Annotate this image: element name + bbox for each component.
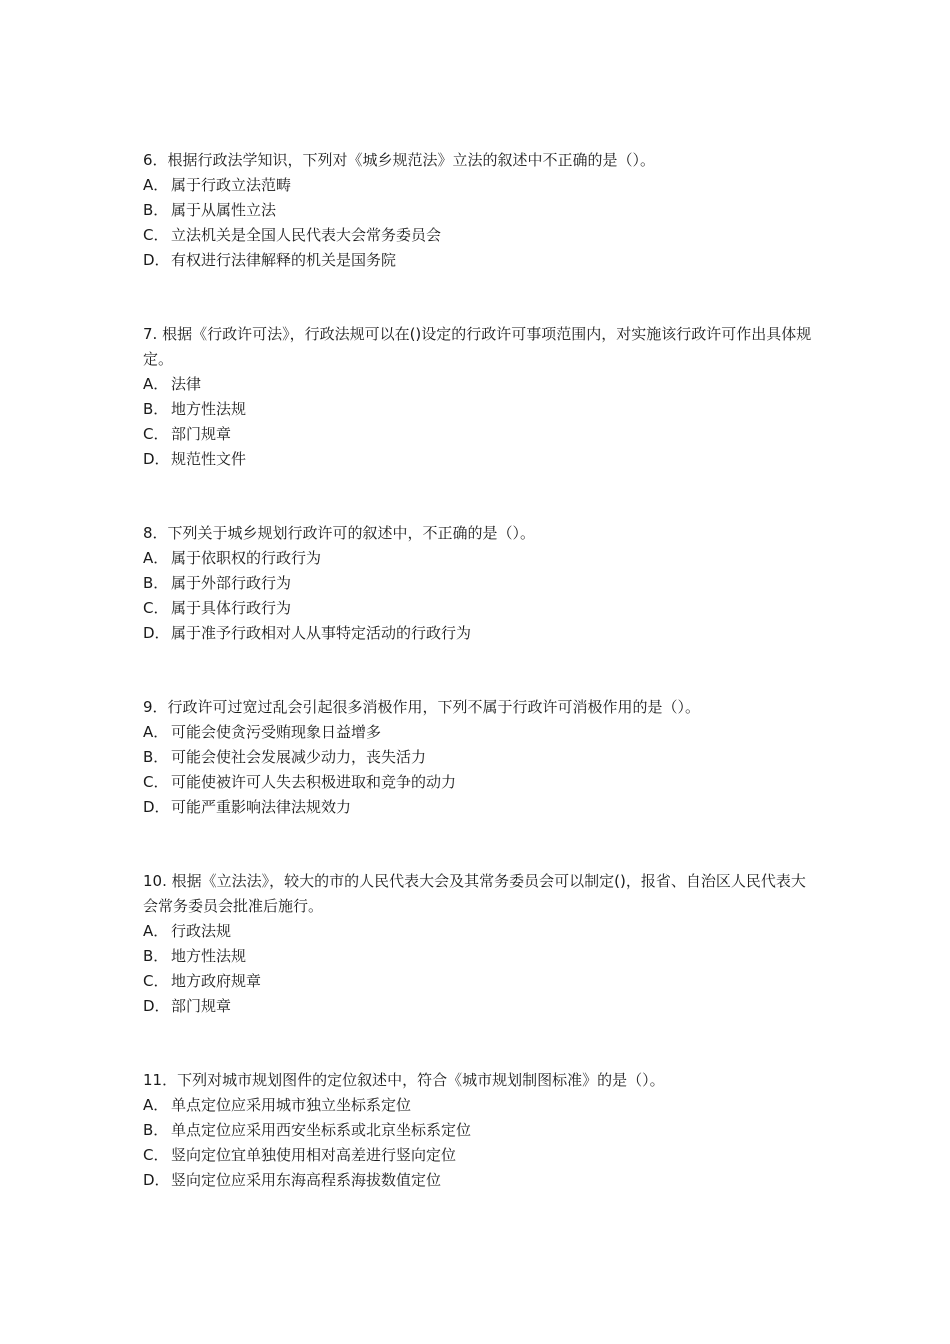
option-letter: D． (143, 450, 170, 468)
option-b (143, 745, 813, 770)
option-text: 竖向定位宜单独使用相对高差进行竖向定位 (171, 1146, 457, 1164)
option-a (143, 546, 813, 571)
option-letter: C． (143, 425, 169, 443)
option-text: 单点定位应采用城市独立坐标系定位 (171, 1096, 412, 1114)
option-text: 立法机关是全国人民代表大会常务委员会 (171, 226, 442, 244)
option-b (143, 397, 813, 422)
option-letter: C． (143, 599, 169, 617)
option-text: 竖向定位应采用东海高程系海拔数值定位 (171, 1171, 442, 1189)
option-text: 有权进行法律解释的机关是国务院 (171, 251, 397, 269)
option-letter: C． (143, 773, 169, 791)
question-stem: 9．行政许可过宽过乱会引起很多消极作用，下列不属于行政许可消极作用的是（）。 (143, 698, 701, 716)
option-d (143, 248, 813, 273)
option-d (143, 795, 813, 820)
option-letter: B． (143, 1121, 169, 1139)
option-text: 地方政府规章 (171, 972, 262, 990)
option-letter: B． (143, 574, 169, 592)
question-9 (143, 695, 813, 820)
option-text: 行政法规 (171, 922, 232, 940)
option-letter: B． (143, 201, 169, 219)
option-text: 规范性文件 (171, 450, 247, 468)
option-text: 属于行政立法范畴 (171, 176, 292, 194)
question-6 (143, 148, 813, 273)
option-c (143, 770, 813, 795)
question-7 (143, 322, 813, 472)
option-a (143, 720, 813, 745)
option-letter: D． (143, 251, 170, 269)
option-text: 地方性法规 (171, 400, 247, 418)
option-text: 可能使被许可人失去积极进取和竞争的动力 (171, 773, 457, 791)
option-letter: C． (143, 226, 169, 244)
option-text: 部门规章 (171, 997, 232, 1015)
option-letter: A． (143, 176, 169, 194)
option-d (143, 621, 813, 646)
option-letter: A． (143, 723, 169, 741)
option-c (143, 1143, 813, 1168)
question-stem: 11．下列对城市规划图件的定位叙述中，符合《城市规划制图标准》的是（）。 (143, 1071, 665, 1089)
option-b (143, 198, 813, 223)
option-c (143, 422, 813, 447)
question-stem: 7. 根据《行政许可法》，行政法规可以在()设定的行政许可事项范围内，对实施该行政许可作出具体规定。 (143, 325, 812, 368)
option-text: 属于依职权的行政行为 (171, 549, 322, 567)
option-letter: D． (143, 798, 170, 816)
option-text: 属于具体行政行为 (171, 599, 292, 617)
option-letter: B． (143, 947, 169, 965)
option-c (143, 596, 813, 621)
option-letter: A． (143, 549, 169, 567)
option-a (143, 372, 813, 397)
option-text: 地方性法规 (171, 947, 247, 965)
question-11 (143, 1068, 813, 1193)
option-text: 可能会使社会发展减少动力，丧失活力 (171, 748, 427, 766)
option-d (143, 994, 813, 1019)
option-letter: C． (143, 1146, 169, 1164)
option-letter: D． (143, 624, 170, 642)
option-letter: A． (143, 375, 169, 393)
option-text: 属于外部行政行为 (171, 574, 292, 592)
option-b (143, 944, 813, 969)
option-a (143, 173, 813, 198)
option-c (143, 223, 813, 248)
option-letter: B． (143, 400, 169, 418)
option-letter: A． (143, 1096, 169, 1114)
option-letter: B． (143, 748, 169, 766)
option-b (143, 1118, 813, 1143)
option-text: 属于准予行政相对人从事特定活动的行政行为 (171, 624, 472, 642)
question-stem: 10. 根据《立法法》，较大的市的人民代表大会及其常务委员会可以制定()，报省、自治区人民代表大会常务委员会批准后施行。 (143, 872, 806, 915)
option-letter: C． (143, 972, 169, 990)
option-text: 可能会使贪污受贿现象日益增多 (171, 723, 382, 741)
option-b (143, 571, 813, 596)
option-text: 法律 (171, 375, 202, 393)
question-8 (143, 521, 813, 646)
option-letter: D． (143, 997, 170, 1015)
question-stem: 6．根据行政法学知识，下列对《城乡规范法》立法的叙述中不正确的是（）。 (143, 151, 656, 169)
option-c (143, 969, 813, 994)
option-text: 部门规章 (171, 425, 232, 443)
option-text: 可能严重影响法律法规效力 (171, 798, 352, 816)
question-10 (143, 869, 813, 1019)
question-stem: 8．下列关于城乡规划行政许可的叙述中，不正确的是（）。 (143, 524, 536, 542)
option-text: 单点定位应采用西安坐标系或北京坐标系定位 (171, 1121, 472, 1139)
option-a (143, 1093, 813, 1118)
option-d (143, 1168, 813, 1193)
option-letter: D． (143, 1171, 170, 1189)
option-text: 属于从属性立法 (171, 201, 277, 219)
option-a (143, 919, 813, 944)
option-d (143, 447, 813, 472)
option-letter: A． (143, 922, 169, 940)
